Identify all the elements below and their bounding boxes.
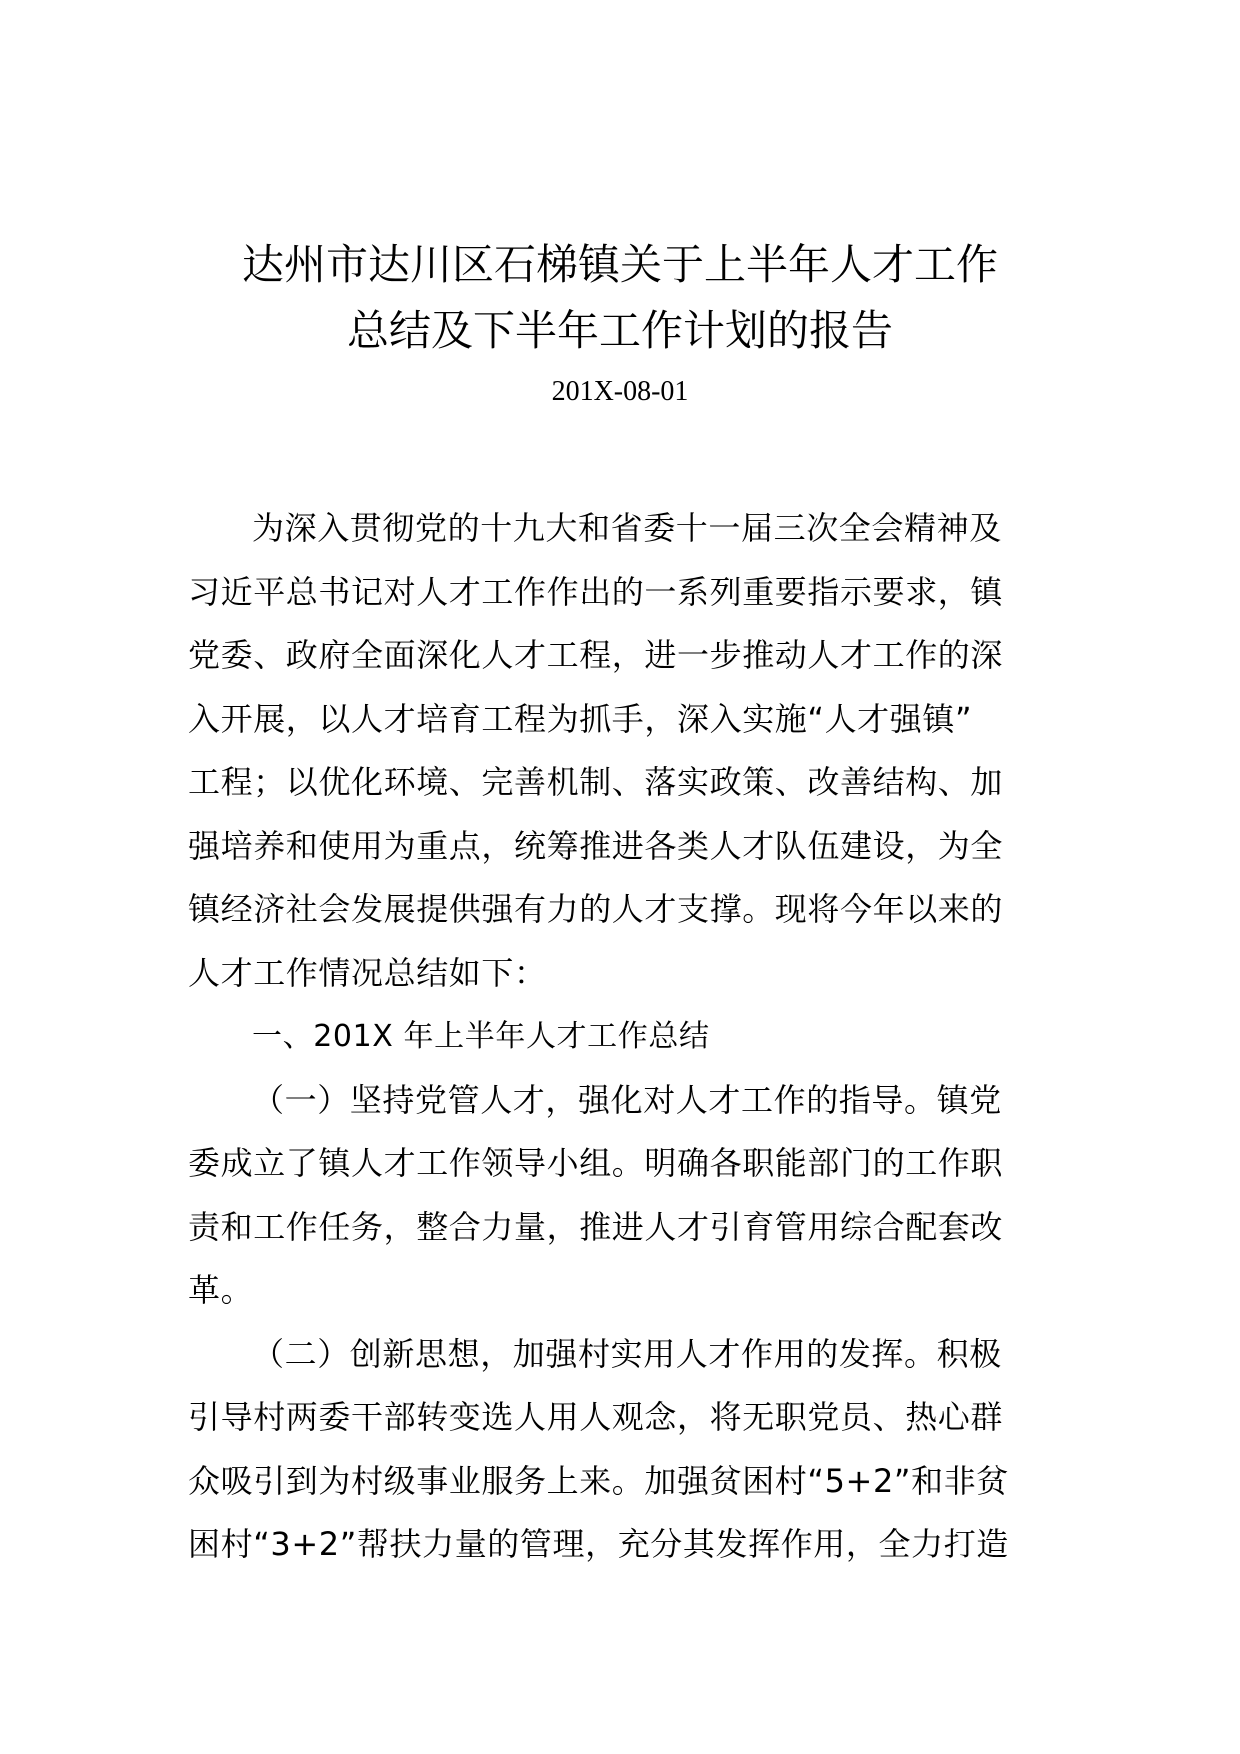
body-line: 责和工作任务，整合力量，推进人才引育管用综合配套改 — [188, 1207, 1004, 1246]
body-line: 为深入贯彻党的十九大和省委十一届三次全会精神及 — [252, 509, 1002, 547]
body-line: （二）创新思想，加强村实用人才作用的发挥。积极 — [252, 1334, 1002, 1373]
body-line: 工程；以优化环境、完善机制、落实政策、改善结构、加 — [188, 763, 1004, 801]
document-date: 201X-08-01 — [551, 376, 689, 407]
body-line: 镇经济社会发展提供强有力的人才支撑。现将今年以来的 — [188, 890, 1004, 928]
title-line-1: 达州市达川区石梯镇关于上半年人才工作 — [241, 240, 998, 289]
body-line: 委成立了镇人才工作领导小组。明确各职能部门的工作职 — [188, 1144, 1004, 1182]
section-heading: 一、201X 年上半年人才工作总结 — [252, 1019, 710, 1054]
body-line: 入开展，以人才培育工程为抓手，深入实施“人才强镇” — [188, 699, 973, 738]
body-line: 众吸引到为村级事业服务上来。加强贫困村“5+2”和非贫 — [188, 1461, 1009, 1500]
body-line: 强培养和使用为重点，统筹推进各类人才队伍建设，为全 — [188, 826, 1004, 865]
body-line: 引导村两委干部转变选人用人观念，将无职党员、热心群 — [188, 1398, 1004, 1436]
body-line: （一）坚持党管人才，强化对人才工作的指导。镇党 — [252, 1080, 1002, 1119]
body-line: 习近平总书记对人才工作作出的一系列重要指示要求，镇 — [188, 572, 1004, 611]
document-body — [188, 497, 1056, 1577]
document-title — [150, 232, 1090, 364]
body-line: 困村“3+2”帮扶力量的管理，充分其发挥作用，全力打造 — [188, 1525, 1009, 1563]
body-line: 党委、政府全面深化人才工程，进一步推动人才工作的深 — [188, 636, 1004, 674]
body-line: 人才工作情况总结如下： — [188, 953, 547, 992]
title-line-2: 总结及下半年工作计划的报告 — [346, 306, 893, 355]
body-line: 革。 — [188, 1271, 254, 1309]
